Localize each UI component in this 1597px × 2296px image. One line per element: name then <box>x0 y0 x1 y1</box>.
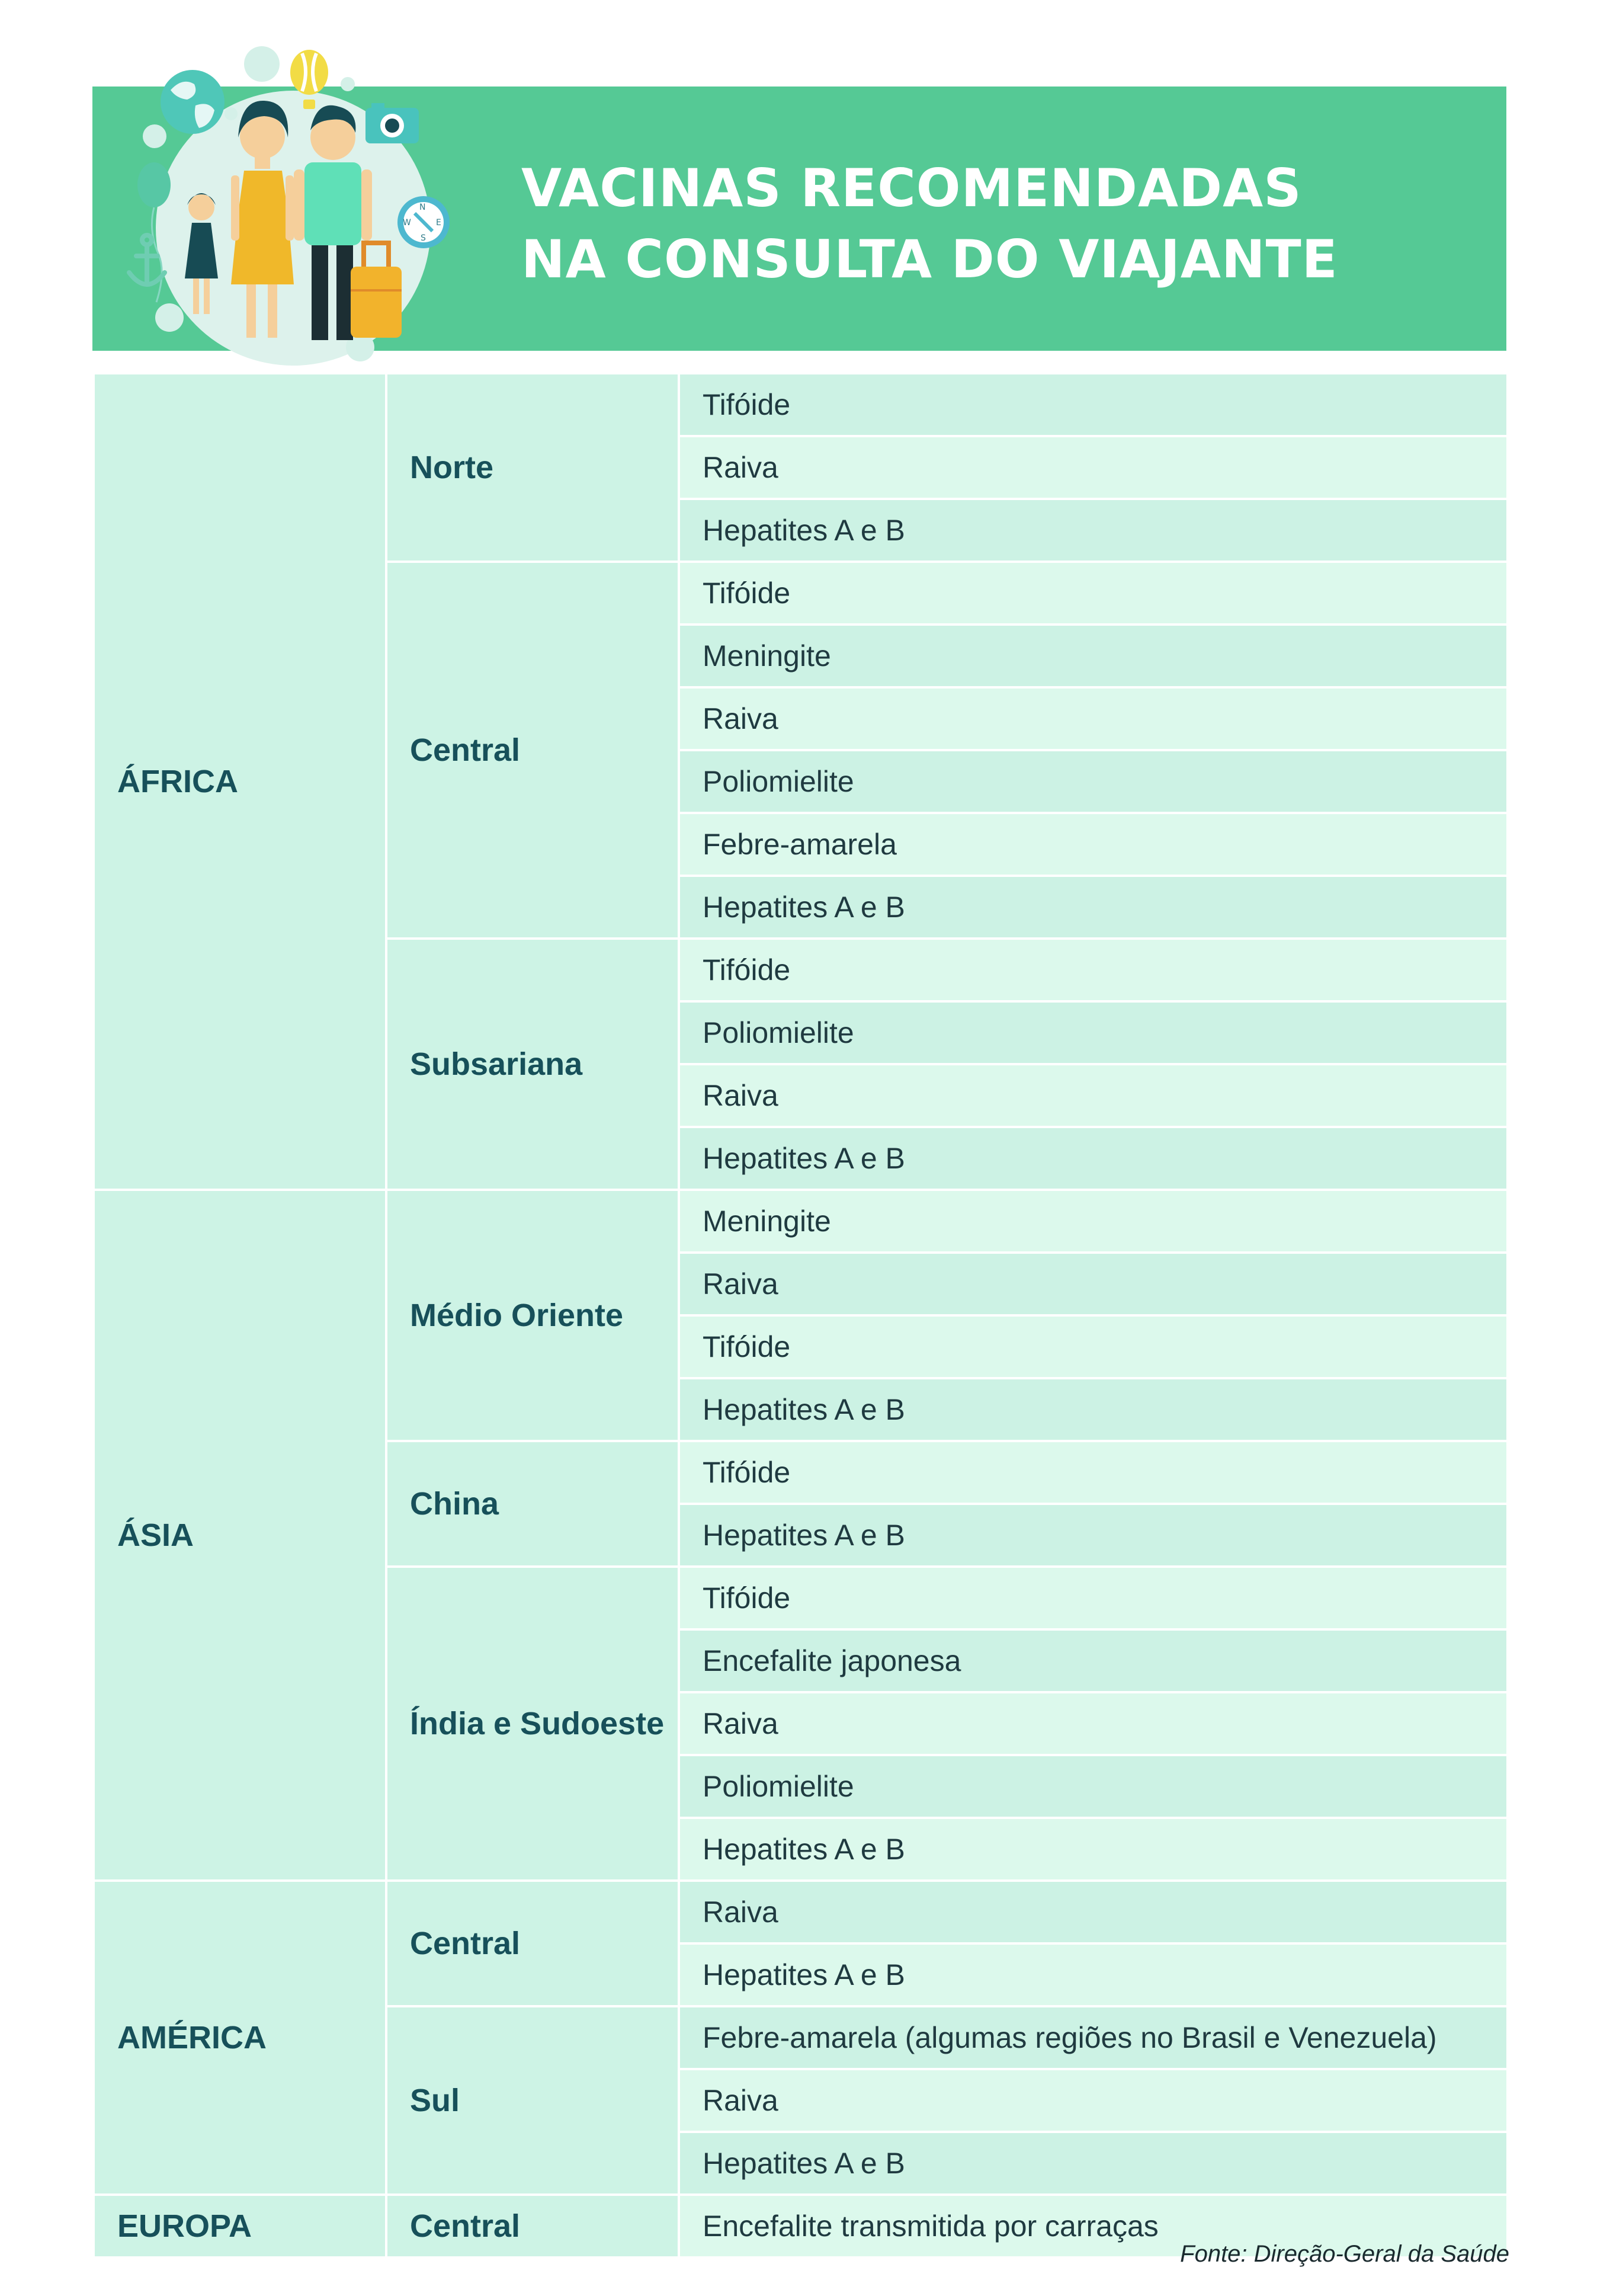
source-note: Fonte: Direção-Geral da Saúde <box>1180 2241 1509 2267</box>
vaccine-cell: Raiva <box>679 1881 1508 1943</box>
vaccines-table <box>92 372 1509 2259</box>
vaccine-cell: Poliomielite <box>679 1001 1508 1064</box>
bubble-decoration <box>341 77 355 91</box>
compass-icon <box>397 196 450 248</box>
vaccine-cell: Encefalite japonesa <box>679 1629 1508 1692</box>
vaccine-cell: Raiva <box>679 2069 1508 2132</box>
bubble-decoration <box>143 124 166 148</box>
bubble-decoration <box>155 303 184 332</box>
vaccine-cell: Raiva <box>679 687 1508 750</box>
vaccine-cell: Raiva <box>679 1253 1508 1315</box>
region-cell: Índia e Sudoeste <box>386 1567 679 1881</box>
vaccine-cell: Raiva <box>679 436 1508 499</box>
bubble-decoration <box>244 46 280 82</box>
vaccine-cell: Tifóide <box>679 1567 1508 1629</box>
bubble-decoration <box>225 107 238 120</box>
region-cell: Norte <box>386 373 679 562</box>
vaccine-cell: Tifóide <box>679 1315 1508 1378</box>
continent-cell: ÁSIA <box>94 1190 386 1881</box>
vaccine-cell: Tifóide <box>679 939 1508 1001</box>
region-cell: China <box>386 1441 679 1567</box>
vaccine-cell: Hepatites A e B <box>679 1127 1508 1190</box>
vaccine-cell: Tifóide <box>679 373 1508 436</box>
vaccine-cell: Poliomielite <box>679 750 1508 813</box>
continent-cell: ÁFRICA <box>94 373 386 1190</box>
region-cell: Central <box>386 2195 679 2257</box>
region-cell: Médio Oriente <box>386 1190 679 1441</box>
vaccine-cell: Poliomielite <box>679 1755 1508 1818</box>
vaccine-cell: Tifóide <box>679 1441 1508 1504</box>
page-title <box>521 153 1469 295</box>
camera-icon <box>365 103 419 143</box>
table-row <box>94 373 1508 436</box>
continent-cell: EUROPA <box>94 2195 386 2257</box>
vaccine-cell: Hepatites A e B <box>679 2132 1508 2195</box>
globe-icon <box>161 70 225 134</box>
svg-text:W: W <box>403 218 411 228</box>
vaccine-cell: Raiva <box>679 1064 1508 1127</box>
vaccine-cell: Hepatites A e B <box>679 499 1508 562</box>
vaccine-cell: Encefalite transmitida por carraças <box>679 2195 1508 2257</box>
vaccine-cell: Febre-amarela (algumas regiões no Brasil e Venezuela) <box>679 2006 1508 2069</box>
svg-text:S: S <box>421 233 426 243</box>
vaccine-cell: Febre-amarela <box>679 813 1508 876</box>
vaccine-cell: Hepatites A e B <box>679 1504 1508 1567</box>
title-line-2: NA CONSULTA DO VIAJANTE <box>521 229 1338 290</box>
continent-cell: AMÉRICA <box>94 1881 386 2195</box>
svg-text:N: N <box>419 203 426 212</box>
region-cell: Sul <box>386 2006 679 2195</box>
vaccine-cell: Hepatites A e B <box>679 876 1508 939</box>
region-cell: Subsariana <box>386 939 679 1190</box>
title-line-1: VACINAS RECOMENDADAS <box>521 158 1302 219</box>
vaccine-cell: Hepatites A e B <box>679 1818 1508 1881</box>
vaccine-cell: Hepatites A e B <box>679 1943 1508 2006</box>
vaccine-cell: Meningite <box>679 625 1508 687</box>
vaccine-cell: Meningite <box>679 1190 1508 1253</box>
vaccine-cell: Tifóide <box>679 562 1508 625</box>
vaccine-cell: Raiva <box>679 1692 1508 1755</box>
table-row <box>94 1881 1508 1943</box>
svg-text:E: E <box>436 218 441 228</box>
table-row <box>94 1190 1508 1253</box>
travel-family-illustration <box>113 36 468 367</box>
vaccine-cell: Hepatites A e B <box>679 1378 1508 1441</box>
region-cell: Central <box>386 1881 679 2006</box>
region-cell: Central <box>386 562 679 939</box>
